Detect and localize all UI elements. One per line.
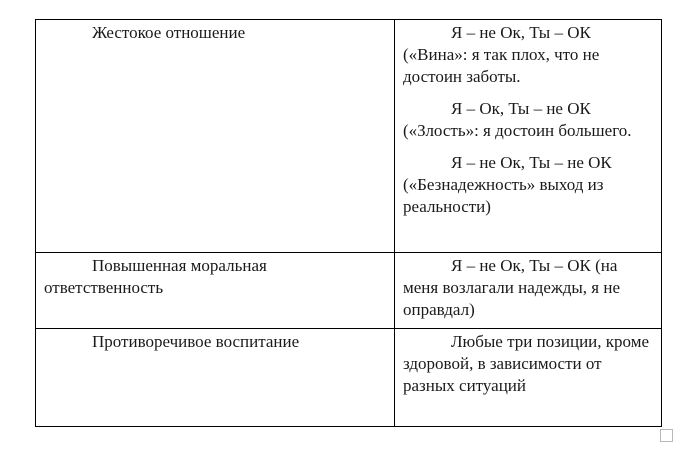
table-cell-position: [395, 20, 662, 253]
cause-text: Повышенная моральная ответственность: [44, 256, 267, 297]
position-text: Любые три позиции, кроме здоровой, в зависимости от разных ситуаций: [403, 332, 650, 395]
position-text: Я – не Ок, Ты – ОК («Вина»: я так плох, что не достоин заботы.: [403, 23, 600, 86]
table-cell-cause: [36, 253, 395, 329]
table-cell-cause: [36, 20, 395, 253]
table-resize-handle[interactable]: [660, 429, 673, 442]
position-text: Я – не Ок, Ты – ОК (на меня возлагали надежды, я не оправдал): [403, 256, 620, 319]
table-cell-cause: [36, 329, 395, 427]
table-row: [36, 20, 662, 253]
cause-text: Жестокое отношение: [92, 23, 246, 42]
position-text: Я – не Ок, Ты – не ОК («Безнадежность» выход из реальности): [403, 153, 612, 216]
document-table: [35, 19, 662, 427]
table-cell-position: [395, 253, 662, 329]
table-cell-position: [395, 329, 662, 427]
position-text: Я – Ок, Ты – не ОК («Злость»: я достоин большего.: [403, 99, 632, 140]
table-row: [36, 329, 662, 427]
table-row: [36, 253, 662, 329]
cause-text: Противоречивое воспитание: [92, 332, 300, 351]
